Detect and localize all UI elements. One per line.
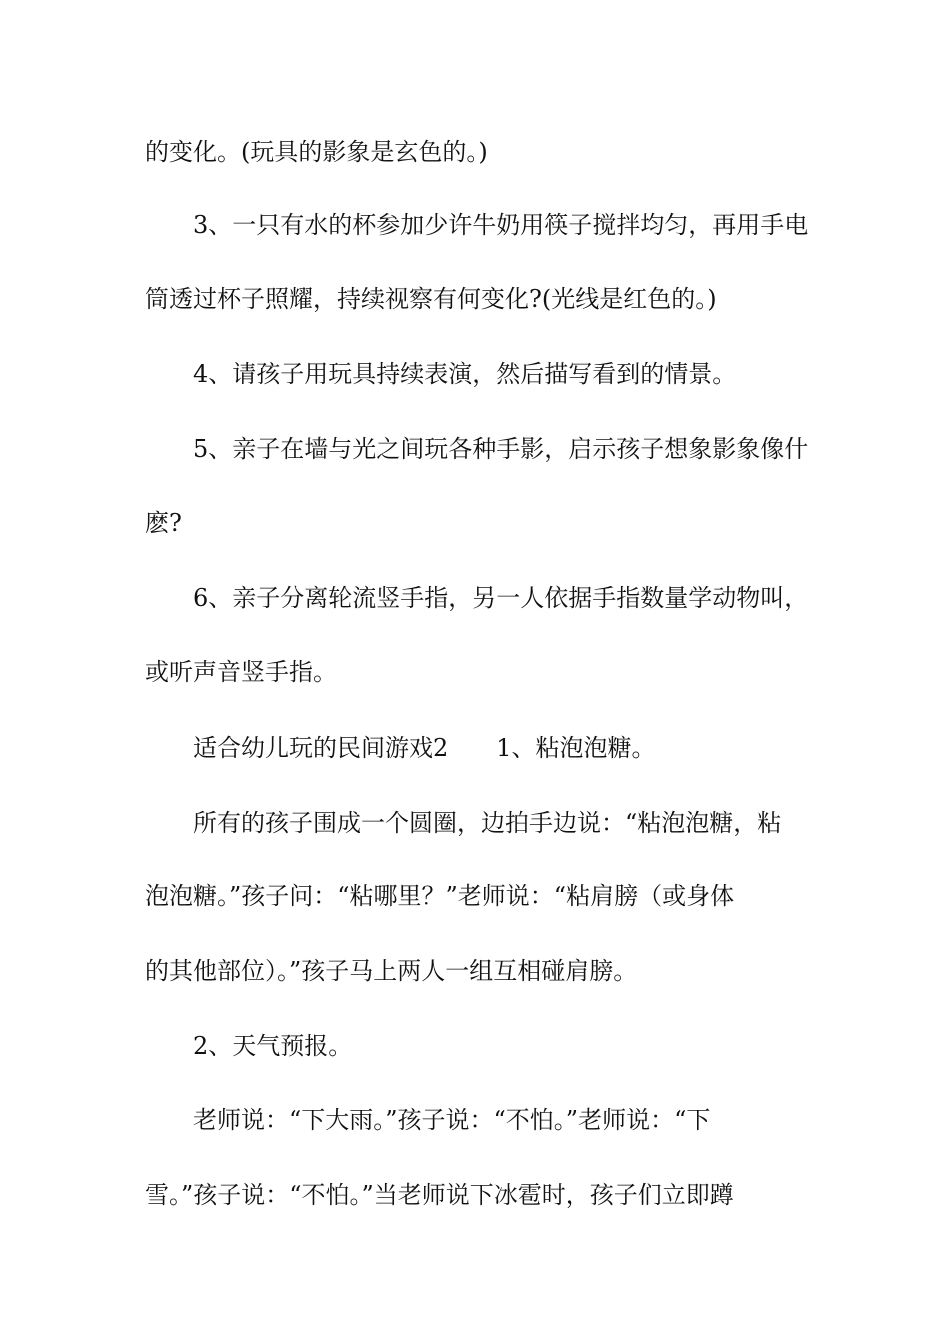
text-line-1: 的变化。(玩具的影象是玄色的。) xyxy=(145,138,488,166)
text-line-5: 5、亲子在墙与光之间玩各种手影，启示孩子想象影象像什 xyxy=(193,435,809,463)
text-line-8: 或听声音竖手指。 xyxy=(145,658,337,686)
text-line-9: 适合幼儿玩的民间游戏2 1、粘泡泡糖。 xyxy=(193,734,656,762)
text-line-15: 雪。”孩子说：“不怕。”当老师说下冰雹时，孩子们立即蹲 xyxy=(145,1181,734,1209)
text-line-7: 6、亲子分离轮流竖手指，另一人依据手指数量学动物叫， xyxy=(193,584,809,612)
text-line-14: 老师说：“下大雨。”孩子说：“不怕。”老师说：“下 xyxy=(193,1106,711,1134)
text-line-4: 4、请孩子用玩具持续表演，然后描写看到的情景。 xyxy=(193,360,737,388)
text-line-6: 麽? xyxy=(145,509,182,537)
text-line-2: 3、一只有水的杯参加少许牛奶用筷子搅拌均匀，再用手电 xyxy=(193,211,809,239)
text-line-10: 所有的孩子围成一个圆圈，边拍手边说：“粘泡泡糖，粘 xyxy=(193,809,782,837)
text-line-13: 2、天气预报。 xyxy=(193,1032,353,1060)
text-line-12: 的其他部位）。”孩子马上两人一组互相碰肩膀。 xyxy=(145,957,638,985)
text-line-11: 泡泡糖。”孩子问：“粘哪里？”老师说：“粘肩膀（或身体 xyxy=(145,882,735,910)
text-line-3: 筒透过杯子照耀，持续视察有何变化?(光线是红色的。) xyxy=(145,285,717,313)
